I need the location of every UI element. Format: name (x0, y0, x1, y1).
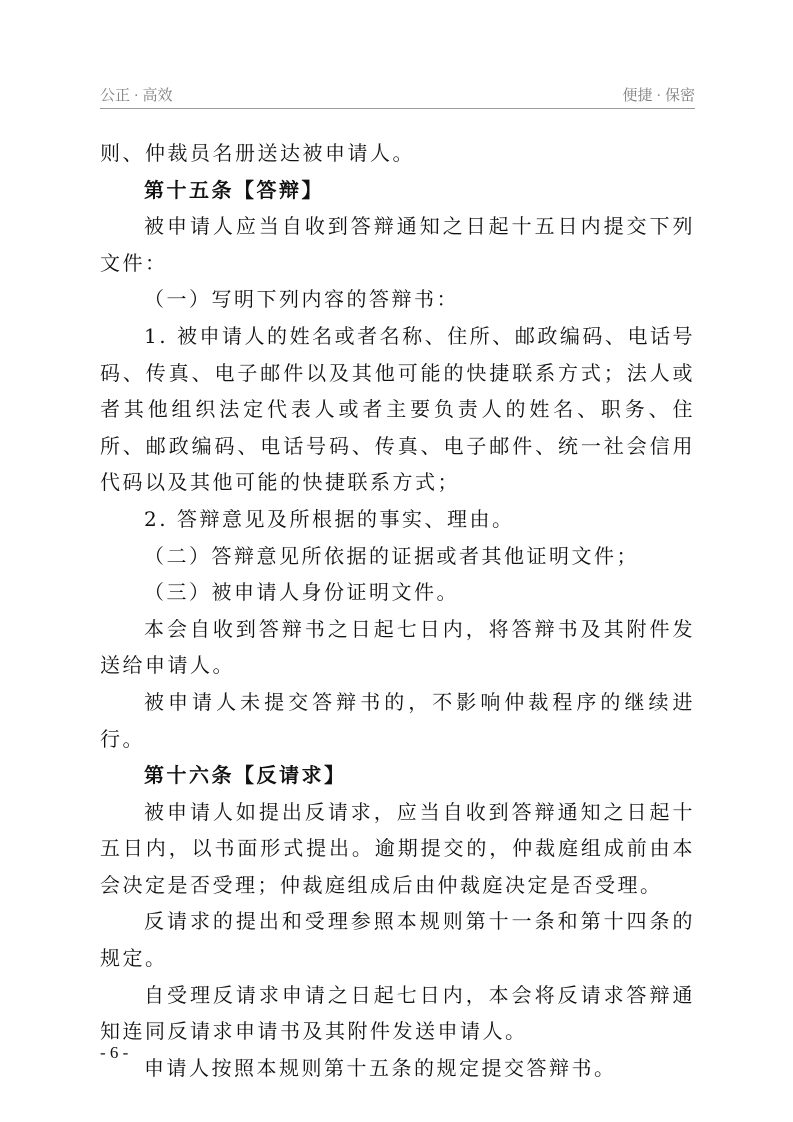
paragraph: 1. 被申请人的姓名或者名称、住所、邮政编码、电话号码、传真、电子邮件以及其他可能的快捷联系方式；法人或者其他组织法定代表人或者主要负责人的姓名、职务、住所、邮政编码、电话号码、传真、电子邮件、统一社会信用代码以及其他可能的快捷联系方式； (100, 323, 695, 495)
paragraph: 2. 答辩意见及所根据的事实、理由。 (144, 506, 515, 531)
paragraph: 反请求的提出和受理参照本规则第十一条和第十四条的规定。 (100, 909, 695, 971)
paragraph: （一）写明下列内容的答辩书： (144, 287, 459, 312)
paragraph: 被申请人应当自收到答辩通知之日起十五日内提交下列文件： (100, 214, 695, 275)
paragraph: 自受理反请求申请之日起七日内，本会将反请求答辩通知连同反请求申请书及其附件发送申请人。 (100, 982, 695, 1044)
article-15-heading: 第十五条【答辩】 (144, 177, 324, 202)
paragraph: （二）答辩意见所依据的证据或者其他证明文件； (144, 543, 639, 568)
article-16-heading: 第十六条【反请求】 (144, 763, 347, 788)
paragraph: 被申请人未提交答辩书的，不影响仲裁程序的继续进行。 (100, 689, 695, 751)
paragraph: 被申请人如提出反请求，应当自收到答辩通知之日起十五日内，以书面形式提出。逾期提交的，仲裁庭组成前由本会决定是否受理；仲裁庭组成后由仲裁庭决定是否受理。 (100, 799, 695, 897)
paragraph: 申请人按照本规则第十五条的规定提交答辩书。 (144, 1055, 617, 1080)
paragraph: 本会自收到答辩书之日起七日内，将答辩书及其附件发送给申请人。 (100, 616, 695, 678)
header-left-text: 公正 · 高效 (100, 88, 173, 104)
paragraph: （三）被申请人身份证明文件。 (144, 580, 459, 605)
page-number: - 6 - (100, 1043, 129, 1062)
paragraph-continuation: 则、仲裁员名册送达被申请人。 (100, 141, 415, 165)
page-header (100, 84, 695, 109)
document-body (100, 135, 695, 1086)
header-right-text: 便捷 · 保密 (622, 88, 695, 104)
